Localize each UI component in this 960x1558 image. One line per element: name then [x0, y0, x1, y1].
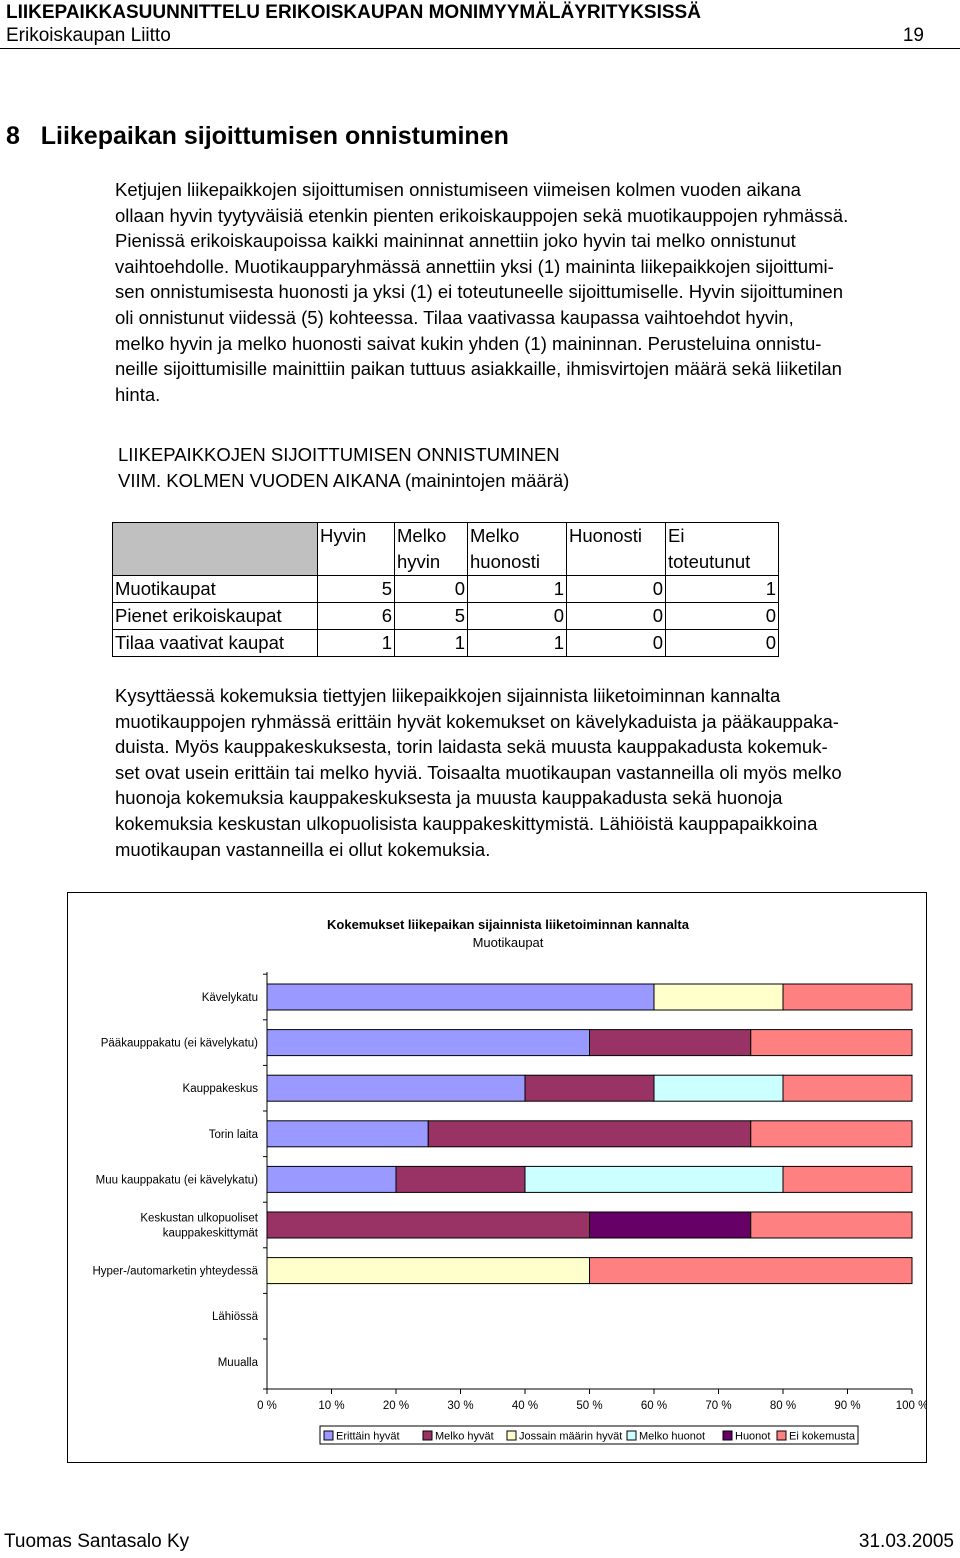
paragraph-line: huonoja kokemuksia kauppakeskuksesta ja muusta kauppakadusta sekä huonoja — [115, 787, 783, 809]
bar-segment — [783, 984, 912, 1010]
footer-date: 31.03.2005 — [858, 1531, 954, 1552]
bar-segment — [654, 1075, 783, 1101]
bar-segment — [267, 1075, 525, 1101]
table-cell: 0 — [666, 630, 779, 657]
legend-swatch — [423, 1431, 432, 1440]
category-label: Hyper-/automarketin yhteydessä — [92, 1265, 258, 1278]
category-label: Kauppakeskus — [182, 1083, 258, 1096]
x-tick-label: 80 % — [769, 1400, 797, 1412]
table-cell: 5 — [318, 576, 395, 603]
table-cell: 0 — [666, 603, 779, 630]
table-row-label: Pienet erikoiskaupat — [113, 603, 318, 630]
table-cell: 1 — [468, 630, 567, 657]
paragraph-line: Kysyttäessä kokemuksia tiettyjen liikepaikkojen sijainnista liiketoiminnan kannalta — [115, 685, 781, 706]
category-label: Kävelykatu — [201, 992, 258, 1004]
legend-swatch — [507, 1431, 516, 1440]
table-row — [113, 630, 779, 657]
category-label: Muualla — [217, 1356, 258, 1369]
bar-segment — [267, 1121, 428, 1147]
body-paragraph-1 — [115, 177, 959, 407]
x-tick-label: 100 % — [895, 1400, 926, 1412]
table-cell: 1 — [666, 576, 779, 603]
paragraph-line: muotikauppojen ryhmässä erittäin hyvät kokemukset on kävelykaduista ja pääkauppaka- — [115, 710, 839, 732]
bar-segment — [590, 1030, 751, 1056]
column-header-line-2: hyvin — [397, 551, 441, 572]
legend-label: Melko huonot — [639, 1430, 706, 1443]
document-header-subtitle: Erikoiskaupan Liitto — [6, 25, 171, 46]
table-row — [113, 576, 779, 603]
x-tick-label: 70 % — [705, 1400, 732, 1412]
paragraph-line: melko hyvin ja melko huonosti saivat kukin yhden (1) maininnan. Perusteluina onnistu- — [115, 332, 822, 354]
paragraph-line: Pienissä erikoiskaupoissa kaikki maininnat annettiin joko hyvin tai melko onnistunut — [115, 230, 796, 252]
table-title — [118, 442, 569, 494]
legend-label: Ei kokemusta — [789, 1430, 856, 1443]
legend-label: Huonot — [735, 1430, 771, 1443]
bar-segment — [267, 1030, 590, 1056]
table-cell: 0 — [567, 603, 666, 630]
table-column-header — [567, 523, 666, 576]
table-row-label: Muotikaupat — [113, 576, 318, 603]
bar-segment — [654, 984, 783, 1010]
column-header-line-2: huonosti — [470, 551, 540, 572]
body-paragraph-2 — [115, 683, 959, 862]
legend-swatch — [723, 1431, 732, 1440]
paragraph-line: hinta. — [115, 383, 161, 405]
table-cell: 0 — [567, 576, 666, 603]
x-tick-label: 40 % — [511, 1400, 539, 1412]
table-corner-cell — [113, 523, 318, 576]
table-column-header — [395, 523, 468, 576]
paragraph-line: sen onnistumisesta huonosti ja yksi (1) ei toteutuneelle sijoittumiselle. Hyvin sijoittuminen — [115, 281, 844, 303]
header-divider — [0, 48, 960, 49]
bar-segment — [267, 1258, 590, 1284]
paragraph-line: Ketjujen liikepaikkojen sijoittumisen onnistumiseen viimeisen kolmen vuoden aikana — [115, 179, 801, 200]
table-cell: 1 — [468, 576, 567, 603]
x-tick-label: 60 % — [640, 1400, 668, 1412]
results-table — [112, 522, 779, 657]
category-label: Pääkauppakatu (ei kävelykatu) — [100, 1037, 258, 1050]
category-label: kauppakeskittymät — [162, 1227, 258, 1240]
chart-frame — [67, 892, 927, 1463]
page-number: 19 — [902, 25, 924, 46]
column-header-line-1: Melko — [470, 525, 520, 546]
table-column-header — [318, 523, 395, 576]
legend-label: Erittäin hyvät — [336, 1430, 400, 1443]
table-cell: 1 — [318, 630, 395, 657]
bar-segment — [525, 1166, 783, 1192]
table-cell: 0 — [567, 630, 666, 657]
table-column-header — [666, 523, 779, 576]
column-header-line-1: Hyvin — [320, 525, 367, 546]
category-label: Keskustan ulkopuoliset — [140, 1212, 258, 1225]
bar-segment — [267, 1166, 396, 1192]
bar-segment — [396, 1166, 525, 1192]
column-header-line-1: Ei — [668, 525, 685, 546]
table-header-row — [113, 523, 779, 576]
bar-segment — [590, 1212, 751, 1238]
x-tick-label: 50 % — [576, 1400, 603, 1412]
paragraph-line: vaihtoehdolle. Muotikaupparyhmässä annettiin yksi (1) maininta liikepaikkojen sijoittumi- — [115, 255, 834, 277]
legend-label: Melko hyvät — [435, 1430, 494, 1443]
table-title-line-1: LIIKEPAIKKOJEN SIJOITTUMISEN ONNISTUMINEN — [118, 444, 560, 465]
x-tick-label: 0 % — [257, 1400, 277, 1412]
paragraph-line: neille sijoittumisille mainittiin paikan tuttuus asiakkaille, ihmisvirtojen määrä sekä liiketilan — [115, 358, 842, 380]
paragraph-line: muotikaupan vastanneilla ei ollut kokemuksia. — [115, 838, 491, 860]
table-cell: 0 — [468, 603, 567, 630]
legend-swatch — [627, 1431, 636, 1440]
bar-segment — [751, 1121, 912, 1147]
bar-segment — [783, 1075, 912, 1101]
paragraph-line: set ovat usein erittäin tai melko hyviä. Toisaalta muotikaupan vastanneilla oli myös melko — [115, 761, 842, 783]
legend-label: Jossain määrin hyvät — [519, 1430, 623, 1443]
column-header-line-2 — [569, 549, 663, 575]
category-label: Muu kauppakatu (ei kävelykatu) — [95, 1174, 258, 1187]
x-tick-label: 20 % — [382, 1400, 410, 1412]
table-title-line-2: VIIM. KOLMEN VUODEN AIKANA (mainintojen määrä) — [118, 470, 570, 491]
column-header-line-2: toteutunut — [668, 551, 751, 572]
chart-subtitle: Muotikaupat — [472, 935, 544, 950]
bar-segment — [267, 1212, 590, 1238]
footer-author: Tuomas Santasalo Ky — [4, 1531, 190, 1552]
paragraph-line: ollaan hyvin tyytyväisiä etenkin pienten erikoiskauppojen sekä muotikauppojen ryhmässä. — [115, 204, 849, 226]
stacked-bar-chart — [68, 893, 926, 1462]
x-tick-label: 30 % — [447, 1400, 474, 1412]
column-header-line-2 — [320, 549, 392, 575]
table-row-label: Tilaa vaativat kaupat — [113, 630, 318, 657]
bar-segment — [267, 984, 654, 1010]
bar-segment — [590, 1258, 913, 1284]
category-label: Torin laita — [208, 1128, 258, 1141]
table-row — [113, 603, 779, 630]
bar-segment — [783, 1166, 912, 1192]
x-tick-label: 90 % — [834, 1400, 861, 1412]
bar-segment — [525, 1075, 654, 1101]
document-header-title: LIIKEPAIKKASUUNNITTELU ERIKOISKAUPAN MONIMYYMÄLÄYRITYKSISSÄ — [6, 2, 701, 23]
column-header-line-1: Melko — [397, 525, 447, 546]
table-column-header — [468, 523, 567, 576]
table-cell: 0 — [395, 576, 468, 603]
bar-segment — [428, 1121, 751, 1147]
paragraph-line: duista. Myös kauppakeskuksesta, torin laidasta sekä muusta kauppakadusta kokemuk- — [115, 736, 828, 758]
table-cell: 1 — [395, 630, 468, 657]
paragraph-line: kokemuksia keskustan ulkopuolisista kauppakeskittymistä. Lähiöistä kauppapaikkoina — [115, 812, 818, 834]
category-label: Lähiössä — [211, 1311, 258, 1324]
legend-swatch — [324, 1431, 333, 1440]
bar-segment — [751, 1212, 912, 1238]
table-cell: 6 — [318, 603, 395, 630]
bar-segment — [751, 1030, 912, 1056]
x-tick-label: 10 % — [318, 1400, 345, 1412]
section-title: 8 Liikepaikan sijoittumisen onnistuminen — [6, 122, 509, 150]
table-cell: 5 — [395, 603, 468, 630]
legend-swatch — [777, 1431, 786, 1440]
column-header-line-1: Huonosti — [569, 525, 643, 546]
paragraph-line: oli onnistunut viidessä (5) kohteessa. Tilaa vaativassa kaupassa vaihtoehdot hyvin, — [115, 306, 794, 328]
chart-title: Kokemukset liikepaikan sijainnista liiketoiminnan kannalta — [327, 917, 689, 932]
